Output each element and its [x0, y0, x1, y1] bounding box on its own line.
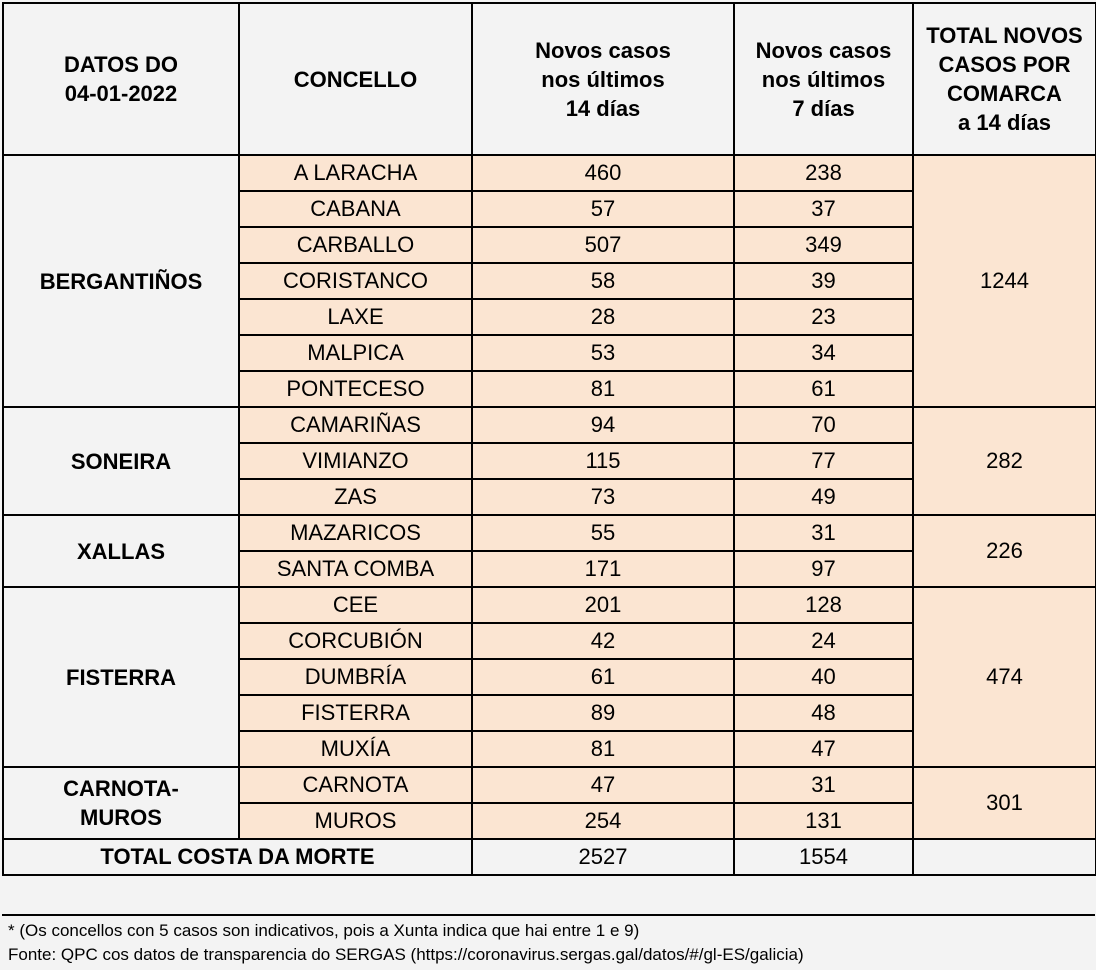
cases7-cell: 31 — [734, 767, 913, 803]
cases7-cell: 349 — [734, 227, 913, 263]
concello-cell: MALPICA — [239, 335, 472, 371]
date-header — [3, 3, 239, 155]
concello-cell: A LARACHA — [239, 155, 472, 191]
cases7-cell: 77 — [734, 443, 913, 479]
table-row — [3, 155, 1096, 191]
cases14-cell: 89 — [472, 695, 734, 731]
cases14-cell: 61 — [472, 659, 734, 695]
cases-table — [2, 2, 1096, 876]
concello-cell: MUXÍA — [239, 731, 472, 767]
notes — [8, 919, 1094, 967]
cases14-cell: 201 — [472, 587, 734, 623]
total-cases7: 1554 — [734, 839, 913, 875]
cases14-cell: 58 — [472, 263, 734, 299]
total-header-line: TOTAL NOVOS — [926, 23, 1083, 48]
cases7-cell: 23 — [734, 299, 913, 335]
cases7-cell: 47 — [734, 731, 913, 767]
concello-cell: SANTA COMBA — [239, 551, 472, 587]
total-header-line: CASOS POR — [938, 52, 1071, 77]
table-row — [3, 407, 1096, 443]
total-comarca-header — [913, 3, 1096, 155]
comarca-name — [3, 407, 239, 515]
concello-cell: VIMIANZO — [239, 443, 472, 479]
cases14-cell: 81 — [472, 371, 734, 407]
comarca-name-line: MUROS — [80, 805, 162, 830]
cases7-cell: 238 — [734, 155, 913, 191]
cases14-cell: 171 — [472, 551, 734, 587]
date-label-line: DATOS DO — [63, 52, 179, 77]
total-row — [3, 839, 1096, 875]
notes-divider — [2, 914, 1095, 916]
comarca-total-cell: 301 — [913, 767, 1096, 839]
cases7-header — [734, 3, 913, 155]
cases7-cell: 24 — [734, 623, 913, 659]
concello-cell: CABANA — [239, 191, 472, 227]
concello-cell: PONTECESO — [239, 371, 472, 407]
cases7-cell: 97 — [734, 551, 913, 587]
cases14-cell: 254 — [472, 803, 734, 839]
cases7-cell: 48 — [734, 695, 913, 731]
concello-cell: CORISTANCO — [239, 263, 472, 299]
cases14-cell: 42 — [472, 623, 734, 659]
cases7-header-line: Novos casos — [755, 37, 892, 63]
comarca-name — [3, 587, 239, 767]
total-header-line: COMARCA — [947, 81, 1062, 106]
concello-cell: CAMARIÑAS — [239, 407, 472, 443]
concello-cell: MAZARICOS — [239, 515, 472, 551]
cases14-header — [472, 3, 734, 155]
cases14-cell: 81 — [472, 731, 734, 767]
cases14-cell: 94 — [472, 407, 734, 443]
cases7-cell: 31 — [734, 515, 913, 551]
source-note: Fonte: QPC cos datos de transparencia do SERGAS (https://coronavirus.sergas.gal/datos/#/gl-ES/galicia) — [8, 945, 804, 964]
comarca-name — [3, 515, 239, 587]
cases14-header-line: nos últimos — [541, 66, 665, 92]
header-row — [3, 3, 1096, 155]
total-label: TOTAL COSTA DA MORTE — [3, 839, 472, 875]
comarca-name-line: XALLAS — [77, 538, 165, 564]
cases14-cell: 115 — [472, 443, 734, 479]
cases7-cell: 131 — [734, 803, 913, 839]
concello-cell: LAXE — [239, 299, 472, 335]
table-row — [3, 587, 1096, 623]
cases14-header-line: Novos casos — [535, 37, 671, 63]
concello-cell: DUMBRÍA — [239, 659, 472, 695]
concello-header-label: CONCELLO — [293, 66, 418, 92]
comarca-name — [3, 767, 239, 839]
cases14-cell: 47 — [472, 767, 734, 803]
cases7-header-line: nos últimos — [761, 66, 886, 92]
table-row — [3, 767, 1096, 803]
cases14-cell: 57 — [472, 191, 734, 227]
cases14-cell: 507 — [472, 227, 734, 263]
concello-cell: MUROS — [239, 803, 472, 839]
concello-cell: CEE — [239, 587, 472, 623]
concello-cell: CARNOTA — [239, 767, 472, 803]
cases7-cell: 37 — [734, 191, 913, 227]
cases7-cell: 128 — [734, 587, 913, 623]
comarca-name-line: SONEIRA — [70, 448, 172, 474]
concello-cell: CORCUBIÓN — [239, 623, 472, 659]
comarca-total-cell: 1244 — [913, 155, 1096, 407]
cases7-cell: 39 — [734, 263, 913, 299]
comarca-total-cell: 282 — [913, 407, 1096, 515]
cases7-header-line: 7 días — [792, 95, 855, 121]
date-value: 04-01-2022 — [64, 81, 178, 106]
concello-cell: CARBALLO — [239, 227, 472, 263]
cases14-header-line: 14 días — [565, 95, 641, 121]
cases7-cell: 34 — [734, 335, 913, 371]
comarca-total-cell: 474 — [913, 587, 1096, 767]
comarca-name-line: BERGANTIÑOS — [39, 268, 203, 294]
total-cases14: 2527 — [472, 839, 734, 875]
total-comarca-empty — [913, 839, 1096, 875]
footnote: * (Os concellos con 5 casos son indicativos, pois a Xunta indica que hai entre 1 e 9) — [8, 921, 640, 940]
concello-header — [239, 3, 472, 155]
cases14-cell: 460 — [472, 155, 734, 191]
cases14-cell: 53 — [472, 335, 734, 371]
concello-cell: ZAS — [239, 479, 472, 515]
comarca-name-line: CARNOTA- — [63, 776, 179, 801]
comarca-name — [3, 155, 239, 407]
concello-cell: FISTERRA — [239, 695, 472, 731]
cases7-cell: 49 — [734, 479, 913, 515]
comarca-total-cell: 226 — [913, 515, 1096, 587]
table-row — [3, 515, 1096, 551]
total-header-line: a 14 días — [958, 110, 1051, 135]
cases14-cell: 73 — [472, 479, 734, 515]
cases7-cell: 40 — [734, 659, 913, 695]
cases14-cell: 55 — [472, 515, 734, 551]
comarca-name-line: FISTERRA — [66, 664, 176, 690]
cases7-cell: 61 — [734, 371, 913, 407]
cases7-cell: 70 — [734, 407, 913, 443]
cases14-cell: 28 — [472, 299, 734, 335]
